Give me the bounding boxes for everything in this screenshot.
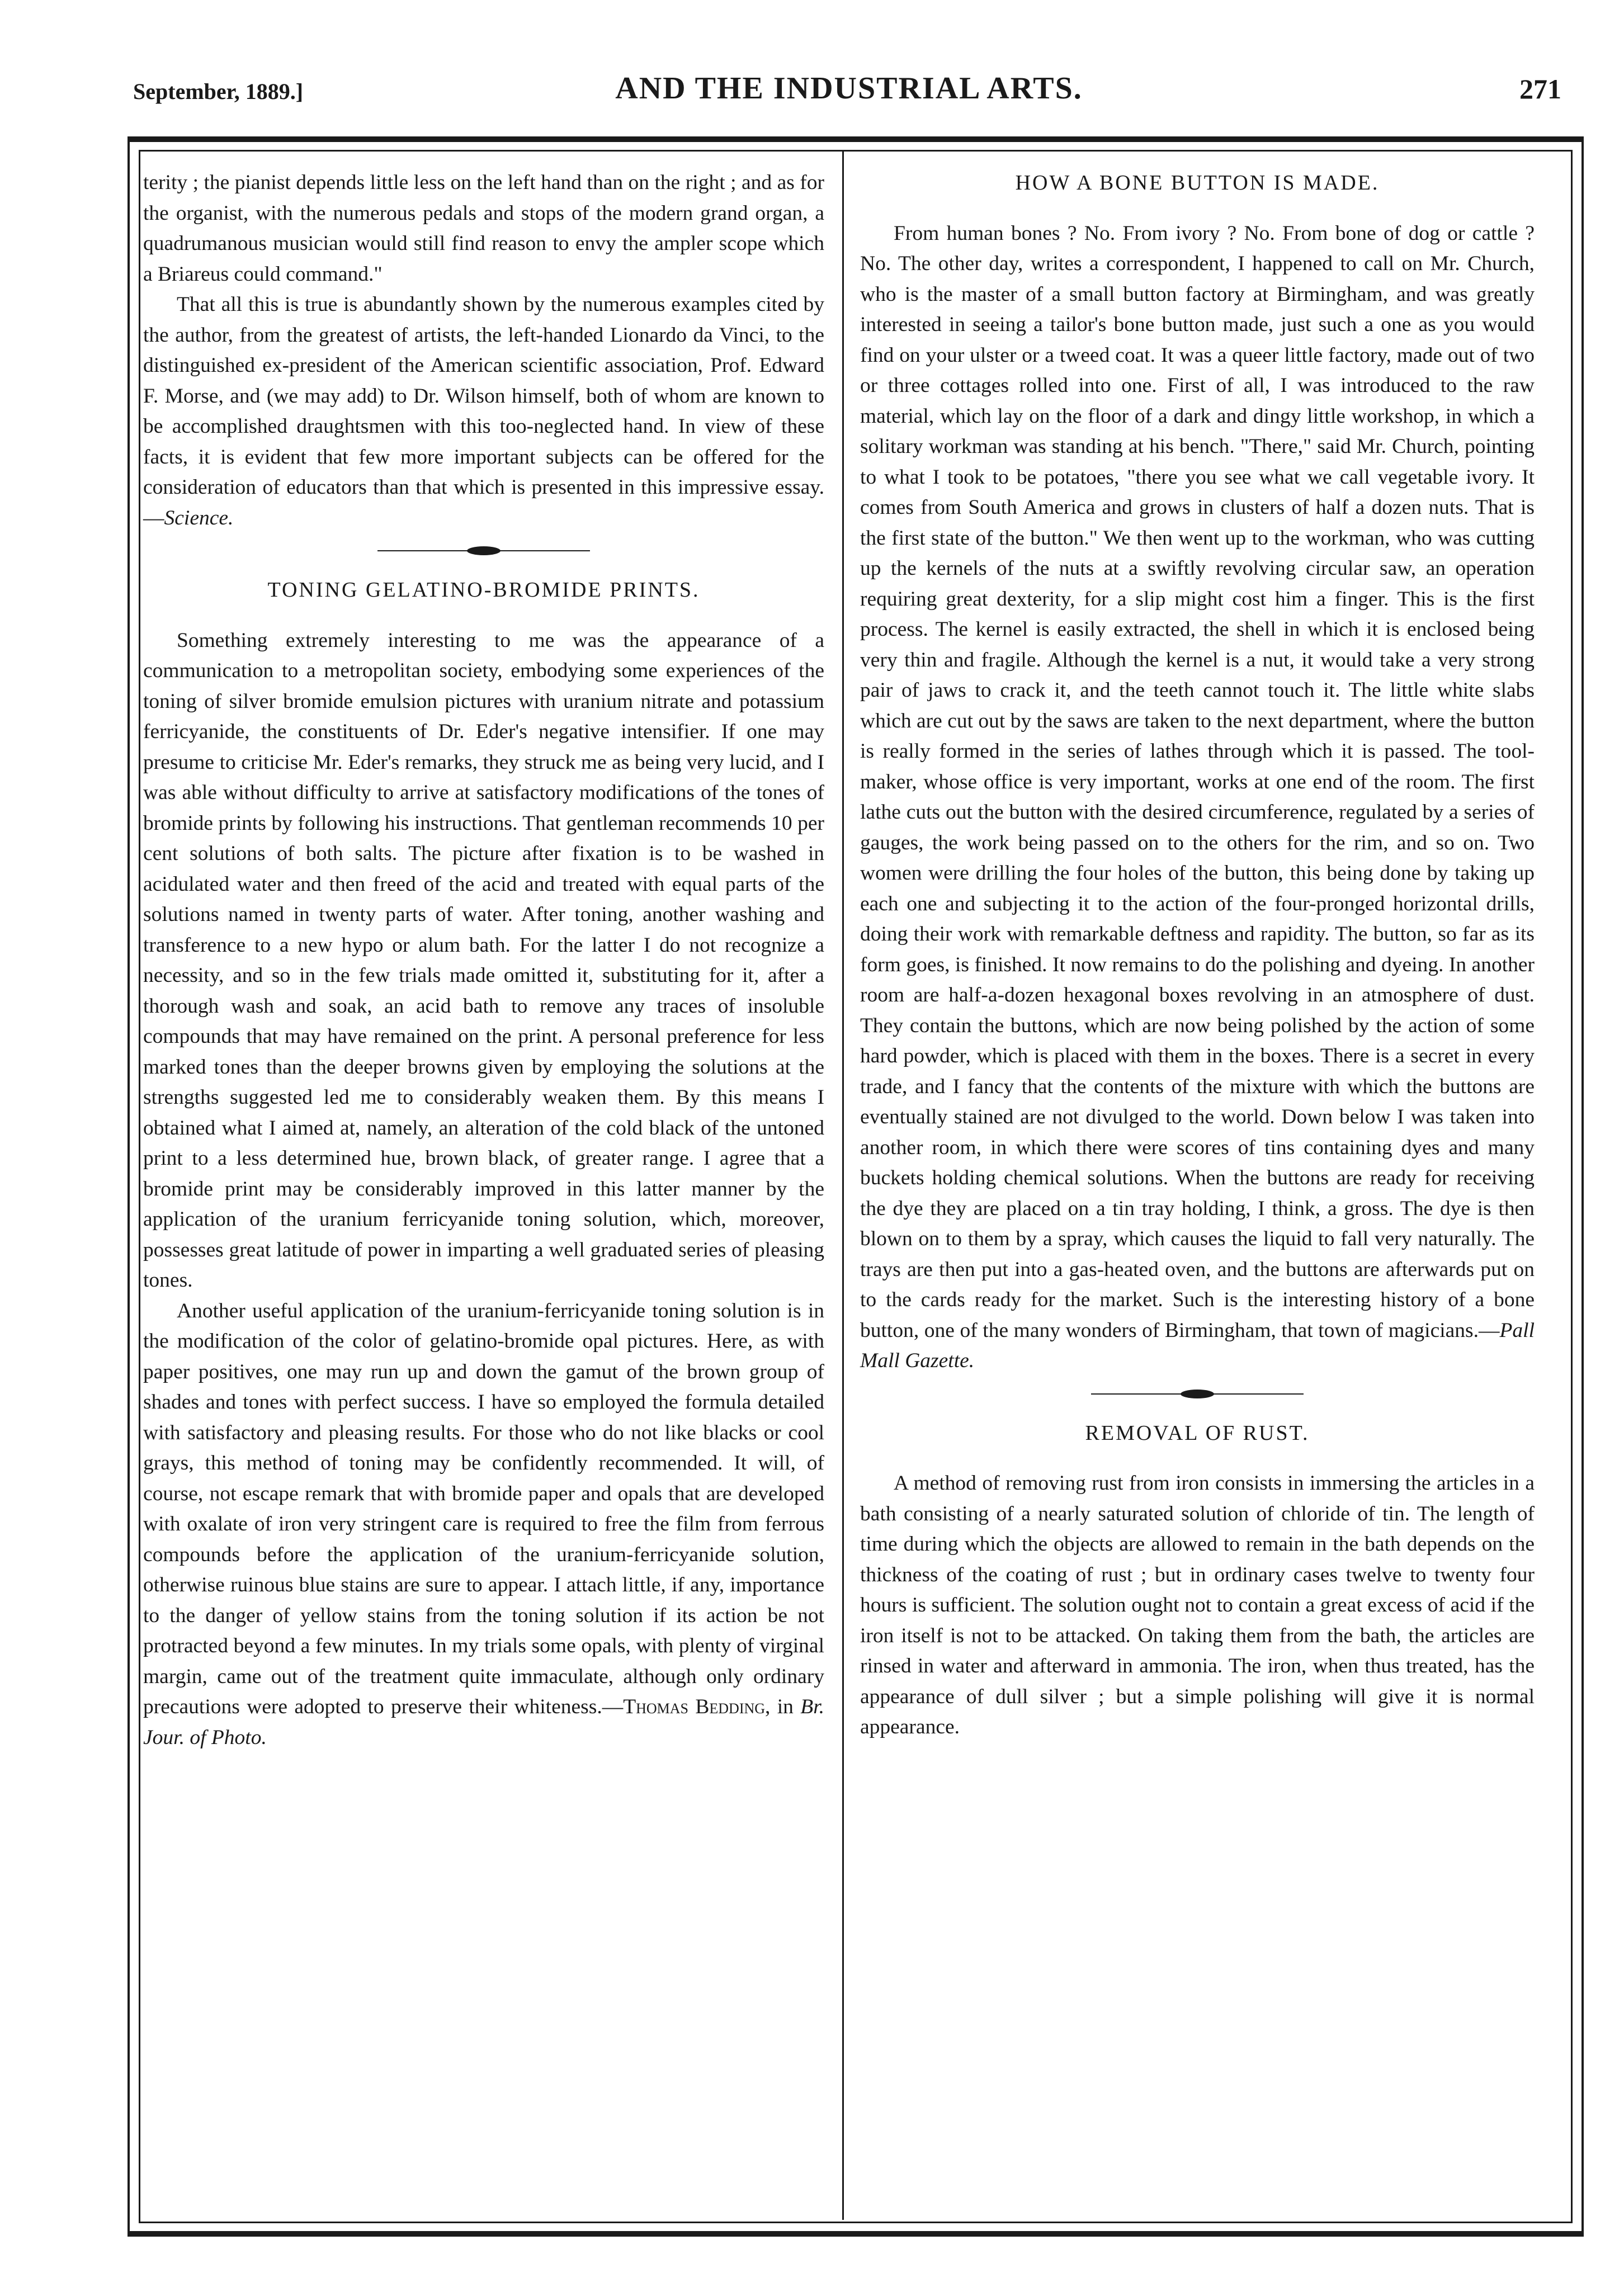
toning-source-prefix: , in — [765, 1695, 801, 1718]
toning-author: Thomas Bedding — [623, 1695, 766, 1718]
right-column — [860, 168, 1535, 1743]
toning-paragraph-2 — [143, 1296, 824, 1754]
section-separator-ornament-2 — [1091, 1387, 1304, 1401]
toning-source: Br. Jour. of Photo. — [143, 1695, 824, 1749]
toning-paragraph-1: Something extremely interesting to me was the appearance of a communication to a metropolitan society, embodying some experiences of the toning of silver bromide emulsion pictures with uranium nitrate and potassium ferricyanide, the constituents of Dr. Eder's negative intensifier. If one may presume to criticise Mr. Eder's remarks, they struck me as being very lucid, and I was able without difficulty to arrive at satisfactory modifications of the tones of bromide prints by following his instructions. That gentleman recommends 10 per cent solutions of both salts. The picture after fixation is to be washed in acidulated water and then freed of the acid and treated with equal parts of the solutions named in twenty parts of water. After toning, another washing and transference to a new hypo or alum bath. For the latter I do not recognize a necessity, and so in the few trials made omitted it, substituting for it, after a thorough wash and soak, an acid bath to remove any traces of insoluble compounds that may have remained on the print. A personal preference for less marked tones than the deeper browns given by employing the solutions at the strengths suggested led me to considerably weaken them. By this means I obtained what I aimed at, namely, an alteration of the cold black of the untoned print to a less determined hue, brown black, of greater range. I agree that a bromide print may be considerably improved in this latter manner by the application of the uranium ferricyanide toning solution, which, moreover, possesses great latitude of power in imparting a well graduated series of pleasing tones. — [143, 628, 824, 1292]
intro-paragraph-2-text: That all this is true is abundantly shown by the numerous examples cited by the author, from the greatest of artists, the left-handed Lionardo da Vinci, to the distinguished ex-president of the American scientific association, Prof. Edward F. Morse, and (we may add) to Dr. Wilson himself, both of whom are known to be accomplished draughtsmen with this too-neglected hand. In view of these facts, it is evident that few more important subjects can be offered for the consideration of educators than that which is presented in this impressive essay.— — [143, 293, 824, 530]
rust-paragraph-1: A method of removing rust from iron consists in immersing the articles in a bath consisting of a nearly saturated solution of chloride of tin. The length of time during which the objects are allowed to remain in the bath depends on the thickness of the coating of rust ; but in ordinary cases twelve to twenty four hours is sufficient. The solution ought not to contain a great excess of acid if the iron itself is not to be attacked. On taking them from the bath, the articles are rinsed in water and afterward in ammonia. The iron, when thus treated, has the appearance of dull silver ; but a simple polishing will give it is normal appearance. — [860, 1472, 1535, 1738]
page-number: 271 — [1519, 73, 1561, 105]
running-head — [133, 67, 1565, 117]
intro-source: Science. — [164, 506, 234, 530]
left-column — [143, 168, 824, 1753]
journal-title: AND THE INDUSTRIAL ARTS. — [615, 71, 1083, 106]
section-separator-ornament — [377, 544, 590, 558]
intro-paragraph-1: terity ; the pianist depends little less on the left hand than on the right ; and as for the organist, with the numerous pedals and stops of the modern grand organ, a quadrumanous musician would still find reason to envy the ampler scope which a Briareus could command." — [143, 171, 824, 286]
article-title-bone-button: HOW A BONE BUTTON IS MADE. — [1015, 171, 1380, 195]
bone-button-source: Pall Mall Gazette. — [860, 1319, 1535, 1372]
bone-button-paragraph-1 — [860, 219, 1535, 1377]
issue-date: September, 1889.] — [133, 79, 304, 104]
toning-paragraph-2-text: Another useful application of the uranium-ferricyanide toning solution is in the modification of the color of gelatino-bromide opal pictures. Here, as with paper positives, one may run up and down the gamut of the brown group of shades and tones with perfect success. I have so employed the formula detailed with satisfactory and pleasing results. For those who do not like blacks or cool grays, this method of toning may be confidently recommended. It will, of course, not escape remark that with bromide paper and opals that are developed with oxalate of iron very stringent care is required to free the film from ferrous compounds before the application of the uranium-ferricyanide solution, otherwise ruinous blue stains are sure to appear. I attach little, if any, importance to the danger of yellow stains from the toning solution if its action be not protracted beyond a few minutes. In my trials some opals, with plenty of virginal margin, came out of the treatment quite immaculate, although only ordinary precautions were adopted to preserve their whiteness.— — [143, 1299, 824, 1718]
bone-button-text: From human bones ? No. From ivory ? No. From bone of dog or cattle ? No. The other day, writes a correspondent, I happened to call on Mr. Church, who is the master of a small button factory at Birmingham, and was greatly interested in seeing a tailor's bone button made, just such a one as you would find on your ulster or a tweed coat. It was a queer little factory, made out of two or three cottages rolled into one. First of all, I was introduced to the raw material, which lay on the floor of a dark and dingy little workshop, in which a solitary workman was standing at his bench. "There," said Mr. Church, pointing to what I took to be potatoes, "there you see what we call vegetable ivory. It comes from South America and grows in clusters of half a dozen nuts. That is the first state of the button." We then went up to the workman, who was cutting up the kernels of the nuts at a swiftly revolving circular saw, an operation requiring great dexterity, for a slip might cost him a finger. This is the first process. The kernel is easily extracted, the shell in which it is enclosed being very thin and fragile. Although the kernel is a nut, it would take a very strong pair of jaws to crack it, and the teeth cannot touch it. The little white slabs which are cut out by the saws are taken to the next department, where the button is really formed in the series of lathes through which it is passed. The tool-maker, whose office is very important, works at one end of the room. The first lathe cuts out the button with the desired circumference, regulated by a series of gauges, the work being passed on to the others for the rim, and so on. Two women were drilling the four holes of the button, this being done by taking up each one and subjecting it to the action of the four-pronged horizontal drills, doing their work with remarkable deftness and rapidity. The button, so far as its form goes, is finished. It now remains to do the polishing and dyeing. In another room are half-a-dozen hexagonal boxes revolving in an atmosphere of dust. They contain the buttons, which are now being polished by the action of some hard powder, which is placed with them in the boxes. There is a secret in every trade, and I fancy that the contents of the mixture with which the buttons are eventually stained are not divulged to the world. Down below I was taken into another room, in which there were scores of tins containing dyes and many buckets holding chemical solutions. When the buttons are ready for receiving the dye they are placed on a tin tray holding, I think, a gross. The dye is then blown on to them by a spray, which causes the liquid to fall very naturally. The trays are then put into a gas-heated oven, and the buttons are afterwards put on to the cards ready for the market. Such is the interesting history of a bone button, one of the many wonders of Birmingham, that town of magicians.— — [860, 221, 1535, 1342]
article-title-toning: TONING GELATINO-BROMIDE PRINTS. — [267, 578, 700, 602]
column-divider — [842, 151, 844, 2220]
intro-paragraph-2 — [143, 290, 824, 533]
article-title-removal-of-rust: REMOVAL OF RUST. — [1085, 1421, 1310, 1445]
